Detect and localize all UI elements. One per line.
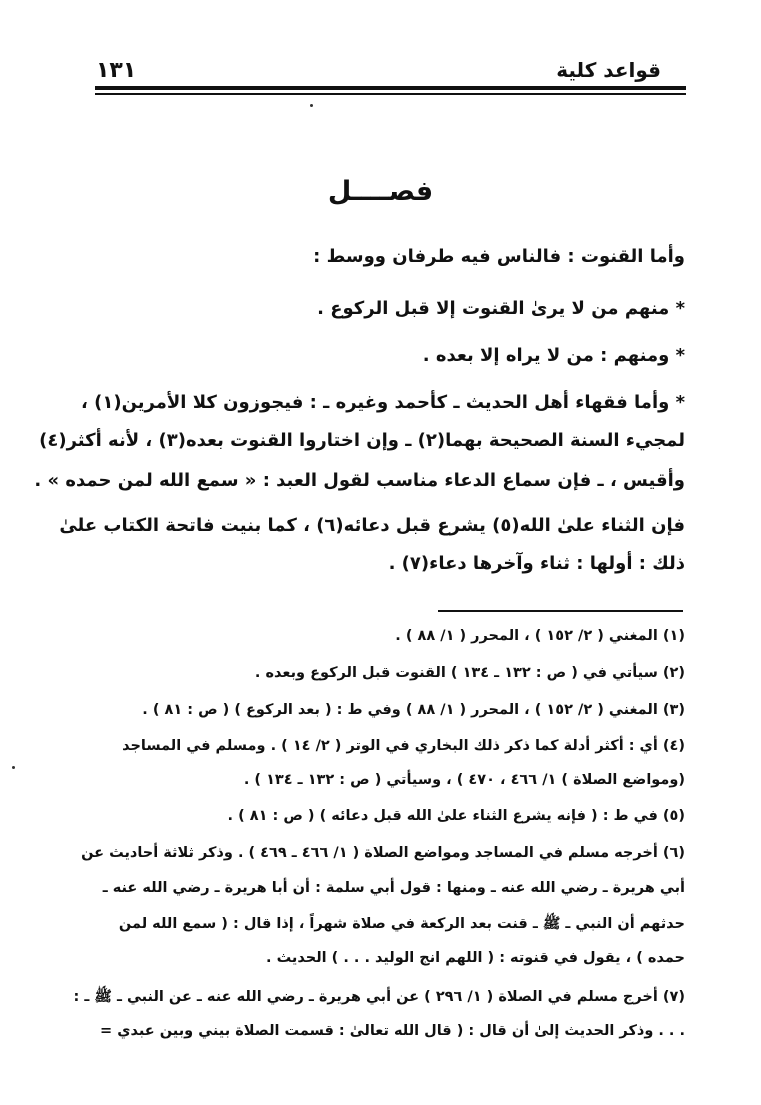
footnote-line: (ومواضع الصلاة ) ١/ ٤٦٦ ، ٤٧٠ ) ، وسيأتي ( ص : ١٣٢ ـ ١٣٤ ) . <box>243 772 685 788</box>
footnote-line: . . . وذكر الحديث إلىٰ أن قال : ( قال الله تعالىٰ : قسمت الصلاة بيني وبين عبدي = <box>100 1023 685 1039</box>
scan-speck <box>310 104 313 107</box>
section-heading-text: فصــــل <box>327 176 434 207</box>
scan-speck <box>12 766 15 769</box>
footnote-line: (٣) المغني ( ٢/ ١٥٢ ) ، المحرر ( ١/ ٨٨ ) وفي ط : ( بعد الركوع ) ( ص : ٨١ ) . <box>142 702 685 718</box>
footnote-separator <box>438 610 683 612</box>
page-number: ١٣١ <box>96 58 137 83</box>
header-rule-thin <box>95 93 686 95</box>
running-title: قواعد كلية <box>556 58 661 82</box>
footnote-line: أبي هريرة ـ رضي الله عنه ـ ومنها : قول أبي سلمة : أن أبا هريرة ـ رضي الله عنه ـ <box>102 880 685 896</box>
body-line: * وأما فقهاء أهل الحديث ـ كأحمد وغيره ـ : فيجوزون كلا الأمرين(١) ، <box>81 392 685 413</box>
footnote-line: (٧) أخرج مسلم في الصلاة ( ١/ ٢٩٦ ) عن أبي هريرة ـ رضي الله عنه ـ عن النبي ـ ﷺ ـ : <box>73 989 685 1005</box>
body-line: * منهم من لا يرىٰ القنوت إلا قبل الركوع . <box>317 298 685 319</box>
footnote-line: حدثهم أن النبي ـ ﷺ ـ قنت بعد الركعة في صلاة شهراً ، إذا قال : ( سمع الله لمن <box>118 916 685 932</box>
footnote-line: (٥) في ط : ( فإنه يشرع الثناء علىٰ الله قبل دعائه ) ( ص : ٨١ ) . <box>227 808 685 824</box>
footnote-line: (٢) سيأتي في ( ص : ١٣٢ ـ ١٣٤ ) القنوت قبل الركوع وبعده . <box>254 665 685 681</box>
header-rule-thick <box>95 86 686 90</box>
body-line: * ومنهم : من لا يراه إلا بعده . <box>422 345 685 366</box>
body-line: وأما القنوت : فالناس فيه طرفان ووسط : <box>313 246 685 267</box>
body-line: لمجيء السنة الصحيحة بهما(٢) ـ وإن اختاروا القنوت بعده(٣) ، لأنه أكثر(٤) <box>39 430 685 451</box>
footnote-line: (٦) أخرجه مسلم في المساجد ومواضع الصلاة ( ١/ ٤٦٦ ـ ٤٦٩ ) . وذكر ثلاثة أحاديث عن <box>81 845 685 861</box>
body-line: ذلك : أولها : ثناء وآخرها دعاء(٧) . <box>388 553 685 574</box>
body-line: وأقيس ، ـ فإن سماع الدعاء مناسب لقول العبد : « سمع الله لمن حمده » . <box>34 470 685 491</box>
footnote-line: حمده ) ، يقول في قنوته : ( اللهم انج الوليد . . . ) الحديث . <box>266 950 685 966</box>
section-heading <box>0 176 761 207</box>
footnote-line: (١) المغني ( ٢/ ١٥٢ ) ، المحرر ( ١/ ٨٨ ) . <box>395 628 685 644</box>
footnote-line: (٤) أي : أكثر أدلة كما ذكر ذلك البخاري في الوتر ( ٢/ ١٤ ) . ومسلم في المساجد <box>122 738 685 754</box>
body-line: فإن الثناء علىٰ الله(٥) يشرع قبل دعائه(٦) ، كما بنيت فاتحة الكتاب علىٰ <box>59 515 685 536</box>
